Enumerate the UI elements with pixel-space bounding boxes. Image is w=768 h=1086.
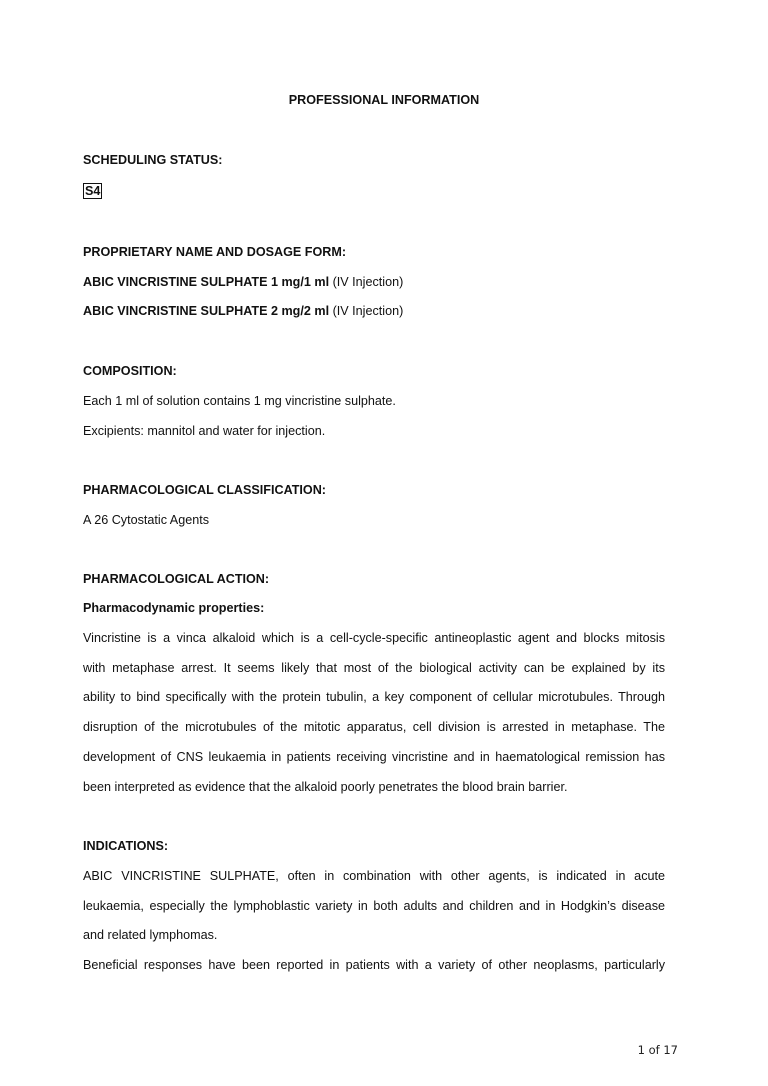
action-paragraph-line: development of CNS leukaemia in patients receiving vincristine and in haematological remission has [83,750,665,764]
indications-paragraph-line: ABIC VINCRISTINE SULPHATE, often in combination with other agents, is indicated in acute [83,869,665,883]
proprietary-line-2 [83,303,403,319]
indications-paragraph-line: and related lymphomas. [83,928,218,942]
pharmacodynamic-subheading: Pharmacodynamic properties: [83,601,265,615]
indications-paragraph-line: Beneficial responses have been reported in patients with a variety of other neoplasms, particularly [83,958,665,972]
action-paragraph-line: with metaphase arrest. It seems likely that most of the biological activity can be explained by its [83,661,665,675]
scheduling-heading: SCHEDULING STATUS: [83,153,223,167]
action-paragraph-line: ability to bind specifically with the protein tubulin, a key component of cellular microtubules. Through [83,690,665,704]
action-paragraph-line: Vincristine is a vinca alkaloid which is a cell-cycle-specific antineoplastic agent and blocks mitosis [83,631,665,645]
composition-line: Each 1 ml of solution contains 1 mg vincristine sulphate. [83,394,396,408]
action-paragraph-line: disruption of the microtubules of the mitotic apparatus, cell division is arrested in metaphase. The [83,720,665,734]
dosage-form: (IV Injection) [329,304,404,318]
composition-line: Excipients: mannitol and water for injection. [83,424,326,438]
classification-heading: PHARMACOLOGICAL CLASSIFICATION: [83,483,327,497]
page-number: 1 of 17 [637,1043,678,1057]
scheduling-status [83,183,102,199]
indications-heading: INDICATIONS: [83,839,169,853]
action-heading: PHARMACOLOGICAL ACTION: [83,572,270,586]
action-paragraph-line: been interpreted as evidence that the alkaloid poorly penetrates the blood brain barrier. [83,780,568,794]
proprietary-line-1 [83,274,403,290]
page-title: PROFESSIONAL INFORMATION [288,93,480,107]
indications-paragraph-line: leukaemia, especially the lymphoblastic variety in both adults and children and in Hodgkin’s disease [83,899,665,913]
product-name: ABIC VINCRISTINE SULPHATE 1 mg/1 ml [83,275,330,289]
product-name: ABIC VINCRISTINE SULPHATE 2 mg/2 ml [83,304,330,318]
composition-heading: COMPOSITION: [83,364,177,378]
proprietary-heading: PROPRIETARY NAME AND DOSAGE FORM: [83,245,347,259]
dosage-form: (IV Injection) [329,275,404,289]
scheduling-status-badge: S4 [85,184,101,198]
classification-text: A 26 Cytostatic Agents [83,513,210,527]
